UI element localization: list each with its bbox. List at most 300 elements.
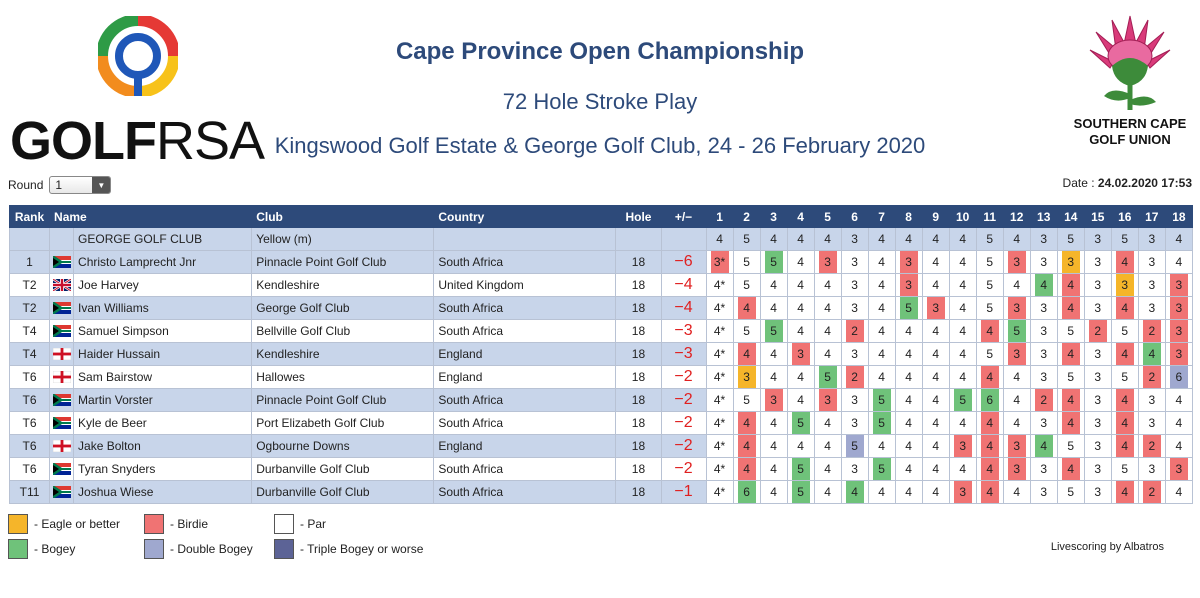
score-cell: 3 xyxy=(1165,342,1192,365)
score-cell: 3 xyxy=(1030,457,1057,480)
score-cell: 5 xyxy=(868,411,895,434)
score-cell: 3 xyxy=(733,365,760,388)
score-cell: 5 xyxy=(1003,319,1030,342)
score-cell: 4 xyxy=(868,342,895,365)
score-cell: 4 xyxy=(895,480,922,503)
par-cell: 4 xyxy=(814,228,841,251)
score-cell: 3 xyxy=(949,434,976,457)
column-header[interactable]: Club xyxy=(252,206,434,228)
score-cell: 5 xyxy=(1057,434,1084,457)
triple-bogey-swatch xyxy=(274,539,294,559)
score-cell: 5 xyxy=(760,319,787,342)
za-flag-icon xyxy=(53,325,71,337)
rank-cell: T2 xyxy=(10,296,50,319)
score-cell: 3 xyxy=(1165,296,1192,319)
score-cell: 5 xyxy=(976,342,1003,365)
flag-cell xyxy=(50,411,74,434)
score-cell: 4 xyxy=(976,457,1003,480)
score-cell: 3 xyxy=(895,273,922,296)
score-cell: 3 xyxy=(814,388,841,411)
score-cell: 4 xyxy=(814,342,841,365)
legend-double-bogey: - Double Bogey xyxy=(144,539,253,559)
score-cell: 5 xyxy=(1057,365,1084,388)
par-cell: 5 xyxy=(976,228,1003,251)
score-cell: 4 xyxy=(895,342,922,365)
double-bogey-swatch xyxy=(144,539,164,559)
round-selector xyxy=(8,176,111,194)
score-cell: 3 xyxy=(1084,480,1111,503)
topar-cell xyxy=(661,228,706,251)
player-row[interactable] xyxy=(10,296,1193,319)
round-value: 1 xyxy=(55,178,63,192)
score-cell: 3* xyxy=(706,250,733,273)
score-cell: 4 xyxy=(814,434,841,457)
hole-cell: 18 xyxy=(616,342,661,365)
round-dropdown[interactable] xyxy=(49,176,111,194)
score-cell: 4 xyxy=(1057,388,1084,411)
player-row[interactable] xyxy=(10,273,1193,296)
score-cell: 4 xyxy=(949,457,976,480)
club-cell: Port Elizabeth Golf Club xyxy=(252,411,434,434)
flag-cell xyxy=(50,388,74,411)
score-cell: 4 xyxy=(922,319,949,342)
hole-cell: 18 xyxy=(616,319,661,342)
column-header[interactable]: 15 xyxy=(1084,206,1111,228)
par-cell: 3 xyxy=(1030,228,1057,251)
score-cell: 3 xyxy=(841,411,868,434)
column-header[interactable]: 14 xyxy=(1057,206,1084,228)
par-cell: 3 xyxy=(1084,228,1111,251)
score-cell: 4 xyxy=(814,296,841,319)
country-cell: United Kingdom xyxy=(434,273,616,296)
score-cell: 2 xyxy=(1084,319,1111,342)
score-cell: 3 xyxy=(1138,250,1165,273)
rank-cell: 1 xyxy=(10,250,50,273)
par-cell: 5 xyxy=(1057,228,1084,251)
score-cell: 4 xyxy=(1003,273,1030,296)
score-cell: 3 xyxy=(922,296,949,319)
score-cell: 4 xyxy=(949,296,976,319)
score-cell: 5 xyxy=(976,250,1003,273)
column-header[interactable]: 10 xyxy=(949,206,976,228)
score-cell: 3 xyxy=(1165,457,1192,480)
score-cell: 4 xyxy=(760,273,787,296)
en-flag-icon xyxy=(53,371,71,383)
score-cell: 4 xyxy=(949,365,976,388)
score-cell: 4 xyxy=(922,480,949,503)
flag-cell xyxy=(50,434,74,457)
player-row[interactable] xyxy=(10,411,1193,434)
leaderboard-table xyxy=(9,205,1193,504)
score-cell: 3 xyxy=(1003,296,1030,319)
score-cell: 5 xyxy=(733,388,760,411)
player-row[interactable] xyxy=(10,388,1193,411)
par-cell: 4 xyxy=(949,228,976,251)
score-cell: 4 xyxy=(1111,250,1138,273)
country-cell: England xyxy=(434,365,616,388)
club-cell: Pinnacle Point Golf Club xyxy=(252,388,434,411)
player-row[interactable] xyxy=(10,365,1193,388)
column-header[interactable]: 6 xyxy=(841,206,868,228)
score-cell: 4 xyxy=(922,434,949,457)
column-header[interactable]: 9 xyxy=(922,206,949,228)
player-row[interactable] xyxy=(10,319,1193,342)
score-cell: 4 xyxy=(1057,296,1084,319)
column-header[interactable]: 11 xyxy=(976,206,1003,228)
score-cell: 4 xyxy=(895,411,922,434)
score-cell: 3 xyxy=(1165,273,1192,296)
score-cell: 4 xyxy=(1165,434,1192,457)
score-cell: 3 xyxy=(1030,342,1057,365)
bogey-swatch xyxy=(8,539,28,559)
score-cell: 4 xyxy=(922,342,949,365)
score-cell: 4* xyxy=(706,457,733,480)
score-cell: 6 xyxy=(976,388,1003,411)
score-cell: 3 xyxy=(1084,273,1111,296)
player-row[interactable] xyxy=(10,342,1193,365)
column-header[interactable]: 13 xyxy=(1030,206,1057,228)
column-header[interactable]: 2 xyxy=(733,206,760,228)
score-cell: 3 xyxy=(1030,365,1057,388)
score-cell: 3 xyxy=(1057,250,1084,273)
score-cell: 5 xyxy=(814,365,841,388)
score-cell: 5 xyxy=(895,296,922,319)
par-cell: 4 xyxy=(922,228,949,251)
score-cell: 4* xyxy=(706,411,733,434)
table-header xyxy=(10,206,1193,228)
golfrsa-wordmark: GOLFRSA xyxy=(10,111,265,171)
scgu-line1: SOUTHERN CAPE xyxy=(1073,116,1187,131)
flag-cell xyxy=(50,342,74,365)
score-cell: 3 xyxy=(1111,273,1138,296)
score-cell: 3 xyxy=(1084,296,1111,319)
score-cell: 4 xyxy=(1111,388,1138,411)
topar-cell: −2 xyxy=(661,411,706,434)
birdie-swatch xyxy=(144,514,164,534)
score-cell: 4 xyxy=(976,365,1003,388)
column-header[interactable]: 18 xyxy=(1165,206,1192,228)
score-cell: 4 xyxy=(976,434,1003,457)
score-cell: 4 xyxy=(1111,342,1138,365)
rank-cell: T2 xyxy=(10,273,50,296)
score-cell: 2 xyxy=(1138,319,1165,342)
protea-flower-icon xyxy=(1082,10,1178,112)
score-cell: 4 xyxy=(976,411,1003,434)
column-header[interactable]: 16 xyxy=(1111,206,1138,228)
score-cell: 4 xyxy=(814,411,841,434)
club-cell: Hallowes xyxy=(252,365,434,388)
score-cell: 5 xyxy=(787,457,814,480)
column-header[interactable]: 1 xyxy=(706,206,733,228)
par-cell: 3 xyxy=(1138,228,1165,251)
score-cell: 3 xyxy=(841,342,868,365)
score-cell: 3 xyxy=(787,342,814,365)
country-cell: South Africa xyxy=(434,457,616,480)
score-cell: 4 xyxy=(787,250,814,273)
rank-cell: T6 xyxy=(10,434,50,457)
za-flag-icon xyxy=(53,256,71,268)
en-flag-icon xyxy=(53,348,71,360)
flag-cell xyxy=(50,365,74,388)
player-name[interactable]: Tyran Snyders xyxy=(74,457,252,480)
player-name[interactable]: Martin Vorster xyxy=(74,388,252,411)
score-cell: 5 xyxy=(1057,480,1084,503)
score-cell: 3 xyxy=(1138,411,1165,434)
score-cell: 4 xyxy=(949,319,976,342)
scgu-line2: GOLF UNION xyxy=(1089,132,1171,147)
column-header[interactable]: 7 xyxy=(868,206,895,228)
score-cell: 2 xyxy=(1138,365,1165,388)
score-cell: 4 xyxy=(922,365,949,388)
score-cell: 4 xyxy=(1165,388,1192,411)
column-header[interactable]: 5 xyxy=(814,206,841,228)
date-label: Date : xyxy=(1062,176,1095,190)
player-name[interactable]: Sam Bairstow xyxy=(74,365,252,388)
score-cell: 3 xyxy=(1084,250,1111,273)
score-cell: 4 xyxy=(760,480,787,503)
score-cell: 4 xyxy=(1165,250,1192,273)
par-cell: 4 xyxy=(1165,228,1192,251)
par-cell: 4 xyxy=(868,228,895,251)
score-cell: 5 xyxy=(949,388,976,411)
legend-eagle: - Eagle or better xyxy=(8,514,120,534)
column-header[interactable]: 17 xyxy=(1138,206,1165,228)
score-cell: 3 xyxy=(949,480,976,503)
topar-cell: −1 xyxy=(661,480,706,503)
score-cell: 5 xyxy=(787,411,814,434)
topar-cell: −6 xyxy=(661,250,706,273)
venue-title: Kingswood Golf Estate & George Golf Club, 24 - 26 February 2020 xyxy=(274,133,926,158)
country-cell: South Africa xyxy=(434,319,616,342)
score-cell: 5 xyxy=(841,434,868,457)
column-header[interactable]: 12 xyxy=(1003,206,1030,228)
topar-cell: −4 xyxy=(661,296,706,319)
score-cell: 4 xyxy=(814,273,841,296)
score-cell: 4 xyxy=(733,457,760,480)
player-name[interactable]: Haider Hussain xyxy=(74,342,252,365)
score-cell: 4 xyxy=(814,480,841,503)
country-cell: England xyxy=(434,342,616,365)
score-cell: 4 xyxy=(1165,480,1192,503)
player-name[interactable]: Joshua Wiese xyxy=(74,480,252,503)
hole-cell: 18 xyxy=(616,365,661,388)
club-cell: Durbanville Golf Club xyxy=(252,480,434,503)
score-cell: 4 xyxy=(868,250,895,273)
rank-cell: T4 xyxy=(10,319,50,342)
par-cell: 4 xyxy=(787,228,814,251)
score-cell: 4* xyxy=(706,434,733,457)
flag-cell xyxy=(50,296,74,319)
topar-cell: −2 xyxy=(661,457,706,480)
score-cell: 3 xyxy=(1003,457,1030,480)
score-cell: 5 xyxy=(976,296,1003,319)
column-header[interactable]: 3 xyxy=(760,206,787,228)
page-subtitle: 72 Hole Stroke Play xyxy=(502,89,698,114)
par-swatch xyxy=(274,514,294,534)
score-cell: 4 xyxy=(1003,388,1030,411)
hole-cell: 18 xyxy=(616,480,661,503)
par-cell: 3 xyxy=(841,228,868,251)
legend-birdie: - Birdie xyxy=(144,514,208,534)
score-cell: 4 xyxy=(1111,480,1138,503)
rank-cell xyxy=(10,228,50,251)
score-cell: 3 xyxy=(841,388,868,411)
club-cell: Bellville Golf Club xyxy=(252,319,434,342)
score-cell: 3 xyxy=(1084,342,1111,365)
column-header[interactable]: 8 xyxy=(895,206,922,228)
za-flag-icon xyxy=(53,302,71,314)
score-cell: 4 xyxy=(1057,457,1084,480)
score-cell: 3 xyxy=(1030,411,1057,434)
player-name[interactable]: Ivan Williams xyxy=(74,296,252,319)
country-cell xyxy=(434,228,616,251)
hole-cell: 18 xyxy=(616,411,661,434)
hole-cell: 18 xyxy=(616,273,661,296)
score-cell: 4* xyxy=(706,319,733,342)
country-cell: South Africa xyxy=(434,296,616,319)
score-cell: 3 xyxy=(1030,296,1057,319)
eagle-swatch xyxy=(8,514,28,534)
flag-cell xyxy=(50,457,74,480)
score-cell: 4 xyxy=(787,434,814,457)
score-cell: 5 xyxy=(1057,319,1084,342)
topar-cell: −3 xyxy=(661,319,706,342)
score-cell: 3 xyxy=(1030,480,1057,503)
score-cell: 5 xyxy=(868,457,895,480)
score-cell: 4 xyxy=(949,273,976,296)
player-row[interactable] xyxy=(10,434,1193,457)
score-cell: 3 xyxy=(1165,319,1192,342)
legend-triple-bogey: - Triple Bogey or worse xyxy=(274,539,423,559)
score-cell: 4 xyxy=(733,342,760,365)
score-cell: 5 xyxy=(1111,365,1138,388)
score-cell: 4 xyxy=(895,457,922,480)
hole-cell: 18 xyxy=(616,388,661,411)
score-cell: 4 xyxy=(814,319,841,342)
score-cell: 3 xyxy=(814,250,841,273)
column-header[interactable]: Rank xyxy=(10,206,50,228)
par-cell: 4 xyxy=(760,228,787,251)
par-cell: 5 xyxy=(733,228,760,251)
za-flag-icon xyxy=(53,486,71,498)
club-cell: Durbanville Golf Club xyxy=(252,457,434,480)
score-cell: 4 xyxy=(922,457,949,480)
score-cell: 3 xyxy=(1003,342,1030,365)
score-cell: 3 xyxy=(1138,296,1165,319)
date-display xyxy=(1063,176,1192,190)
score-cell: 3 xyxy=(1138,273,1165,296)
score-cell: 4 xyxy=(976,319,1003,342)
score-cell: 4 xyxy=(1003,365,1030,388)
par-cell: 4 xyxy=(706,228,733,251)
score-cell: 3 xyxy=(1084,365,1111,388)
rank-cell: T6 xyxy=(10,365,50,388)
score-cell: 4 xyxy=(922,411,949,434)
en-flag-icon xyxy=(53,440,71,452)
column-header[interactable]: Hole xyxy=(616,206,661,228)
score-cell: 3 xyxy=(841,457,868,480)
topar-cell: −4 xyxy=(661,273,706,296)
score-cell: 4 xyxy=(787,296,814,319)
score-cell: 4* xyxy=(706,342,733,365)
player-name[interactable]: Christo Lamprecht Jnr xyxy=(74,250,252,273)
score-cell: 4 xyxy=(868,296,895,319)
column-header[interactable]: 4 xyxy=(787,206,814,228)
club-cell: Kendleshire xyxy=(252,273,434,296)
score-cell: 4 xyxy=(1003,480,1030,503)
score-cell: 4 xyxy=(1057,342,1084,365)
column-header[interactable]: +/− xyxy=(661,206,706,228)
score-cell: 3 xyxy=(1003,250,1030,273)
hole-cell: 18 xyxy=(616,250,661,273)
score-cell: 4 xyxy=(787,365,814,388)
player-name[interactable]: Jake Bolton xyxy=(74,434,252,457)
player-row[interactable] xyxy=(10,480,1193,503)
score-cell: 4 xyxy=(1165,411,1192,434)
player-name[interactable]: Samuel Simpson xyxy=(74,319,252,342)
player-row[interactable] xyxy=(10,250,1193,273)
hole-cell: 18 xyxy=(616,434,661,457)
topar-cell: −2 xyxy=(661,365,706,388)
course-row xyxy=(10,228,1193,251)
score-cell: 4 xyxy=(868,480,895,503)
score-cell: 4 xyxy=(787,319,814,342)
rank-cell: T11 xyxy=(10,480,50,503)
player-name[interactable]: Kyle de Beer xyxy=(74,411,252,434)
score-cell: 4 xyxy=(1111,434,1138,457)
country-cell: South Africa xyxy=(434,411,616,434)
flag-cell xyxy=(50,228,74,251)
score-cell: 3 xyxy=(841,250,868,273)
player-row[interactable] xyxy=(10,457,1193,480)
score-cell: 4 xyxy=(895,319,922,342)
score-cell: 2 xyxy=(1138,434,1165,457)
page-title: Cape Province Open Championship xyxy=(395,38,805,65)
score-cell: 3 xyxy=(1030,250,1057,273)
score-cell: 4 xyxy=(868,273,895,296)
score-cell: 4 xyxy=(787,388,814,411)
column-header[interactable]: Country xyxy=(434,206,616,228)
flag-cell xyxy=(50,250,74,273)
score-cell: 4* xyxy=(706,480,733,503)
score-cell: 4 xyxy=(733,296,760,319)
score-cell: 6 xyxy=(1165,365,1192,388)
scgu-logo xyxy=(1060,10,1200,160)
score-cell: 4 xyxy=(841,480,868,503)
gb-flag-icon xyxy=(53,279,71,291)
club-cell: Pinnacle Point Golf Club xyxy=(252,250,434,273)
player-name[interactable]: Joe Harvey xyxy=(74,273,252,296)
score-cell: 4 xyxy=(895,388,922,411)
chevron-down-icon[interactable]: ▼ xyxy=(92,177,110,193)
score-cell: 4 xyxy=(949,250,976,273)
score-cell: 3 xyxy=(1030,319,1057,342)
score-cell: 3 xyxy=(841,273,868,296)
score-cell: 5 xyxy=(733,319,760,342)
score-cell: 4 xyxy=(1111,296,1138,319)
score-cell: 3 xyxy=(1003,434,1030,457)
score-cell: 4 xyxy=(787,273,814,296)
score-cell: 3 xyxy=(1084,434,1111,457)
topar-cell: −3 xyxy=(661,342,706,365)
score-cell: 4 xyxy=(760,365,787,388)
column-header[interactable]: Name xyxy=(50,206,252,228)
za-flag-icon xyxy=(53,394,71,406)
score-cell: 3 xyxy=(895,250,922,273)
score-cell: 4 xyxy=(814,457,841,480)
score-cell: 3 xyxy=(841,296,868,319)
score-cell: 4 xyxy=(1030,273,1057,296)
